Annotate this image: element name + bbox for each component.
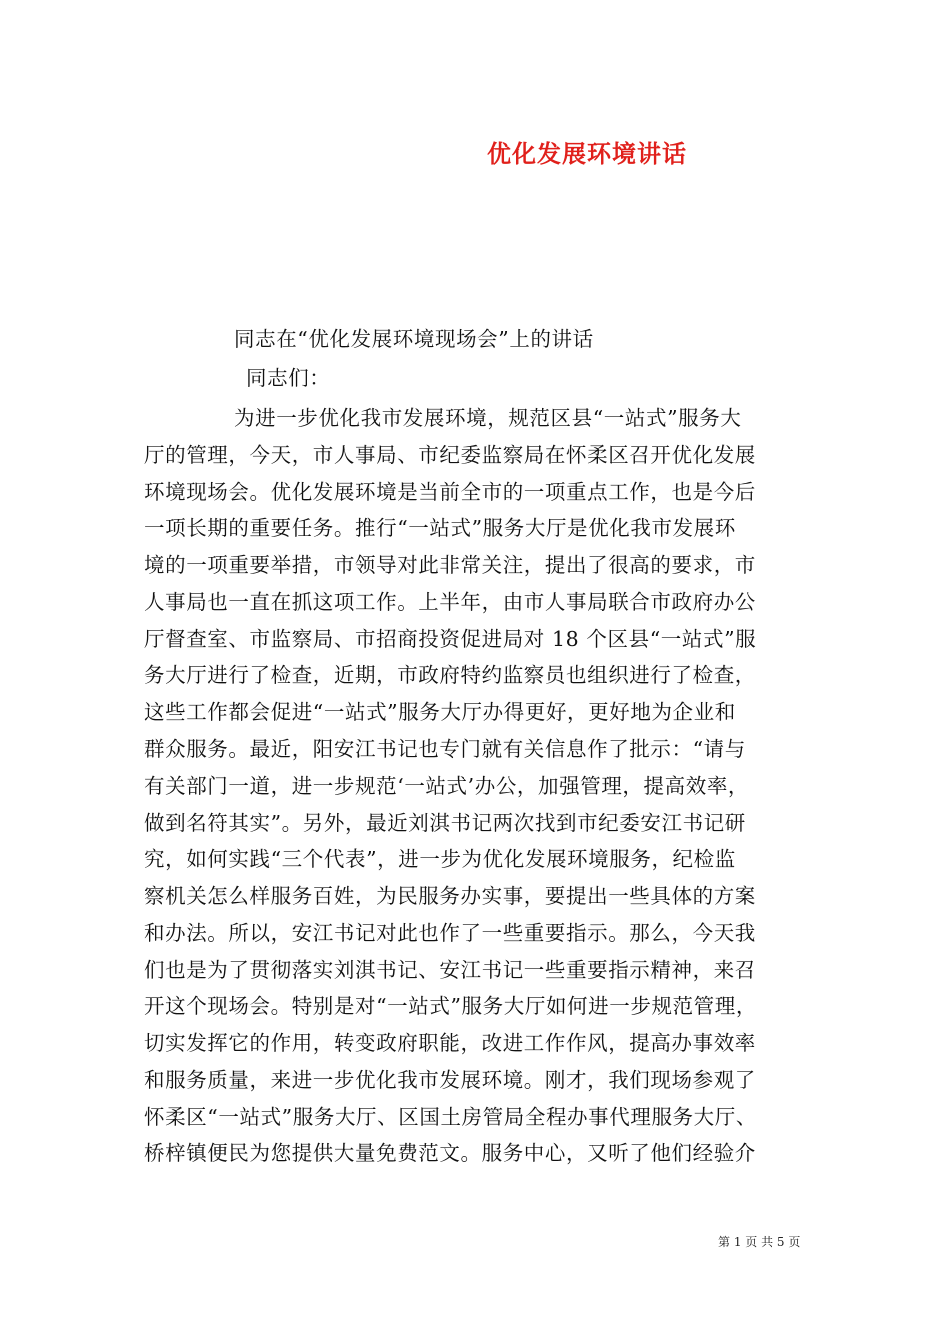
body-line: 厅的管理，今天，市人事局、市纪委监察局在怀柔区召开优化发展 bbox=[144, 443, 756, 467]
body-line: 开这个现场会。特别是对“一站式”服务大厅如何进一步规范管理， bbox=[144, 994, 757, 1018]
body-line: 境的一项重要举措，市领导对此非常关注，提出了很高的要求，市 bbox=[144, 553, 756, 577]
body-line: 一项长期的重要任务。推行“一站式”服务大厅是优化我市发展环 bbox=[144, 516, 736, 540]
speech-subtitle: 同志在“优化发展环境现场会”上的讲话 bbox=[234, 327, 594, 351]
body-line: 和办法。所以，安江书记对此也作了一些重要指示。那么，今天我 bbox=[144, 921, 756, 945]
body-line: 切实发挥它的作用，转变政府职能，改进工作作风，提高办事效率 bbox=[144, 1031, 756, 1055]
body-line: 桥梓镇便民为您提供大量免费范文。服务中心，又听了他们经验介 bbox=[144, 1141, 756, 1165]
body-line: 这些工作都会促进“一站式”服务大厅办得更好，更好地为企业和 bbox=[144, 700, 736, 724]
body-line: 究，如何实践“三个代表”，进一步为优化发展环境服务，纪检监 bbox=[144, 847, 736, 871]
body-line: 群众服务。最近，阳安江书记也专门就有关信息作了批示：“请与 bbox=[144, 737, 746, 761]
body-line: 和服务质量，来进一步优化我市发展环境。刚才，我们现场参观了 bbox=[144, 1068, 756, 1092]
body-line: 务大厅进行了检查，近期，市政府特约监察员也组织进行了检查， bbox=[144, 663, 756, 687]
body-line: 为进一步优化我市发展环境，规范区县“一站式”服务大 bbox=[234, 406, 742, 430]
document-title: 优化发展环境讲话 bbox=[487, 139, 687, 168]
body-line: 厅督查室、市监察局、市招商投资促进局对 18 个区县“一站式”服 bbox=[144, 627, 757, 651]
body-line: 怀柔区“一站式”服务大厅、区国土房管局全程办事代理服务大厅、 bbox=[144, 1105, 757, 1129]
body-line: 们也是为了贯彻落实刘淇书记、安江书记一些重要指示精神，来召 bbox=[144, 958, 756, 982]
body-line: 人事局也一直在抓这项工作。上半年，由市人事局联合市政府办公 bbox=[144, 590, 756, 614]
body-line: 做到名符其实”。另外，最近刘淇书记两次找到市纪委安江书记研 bbox=[144, 811, 746, 835]
body-line: 察机关怎么样服务百姓，为民服务办实事，要提出一些具体的方案 bbox=[144, 884, 756, 908]
page-number: 第 1 页 共 5 页 bbox=[718, 1235, 801, 1249]
salutation: 同志们： bbox=[246, 366, 331, 390]
body-line: 环境现场会。优化发展环境是当前全市的一项重点工作，也是今后 bbox=[144, 480, 756, 504]
body-line: 有关部门一道，进一步规范‘一站式’办公，加强管理，提高效率， bbox=[144, 774, 750, 798]
